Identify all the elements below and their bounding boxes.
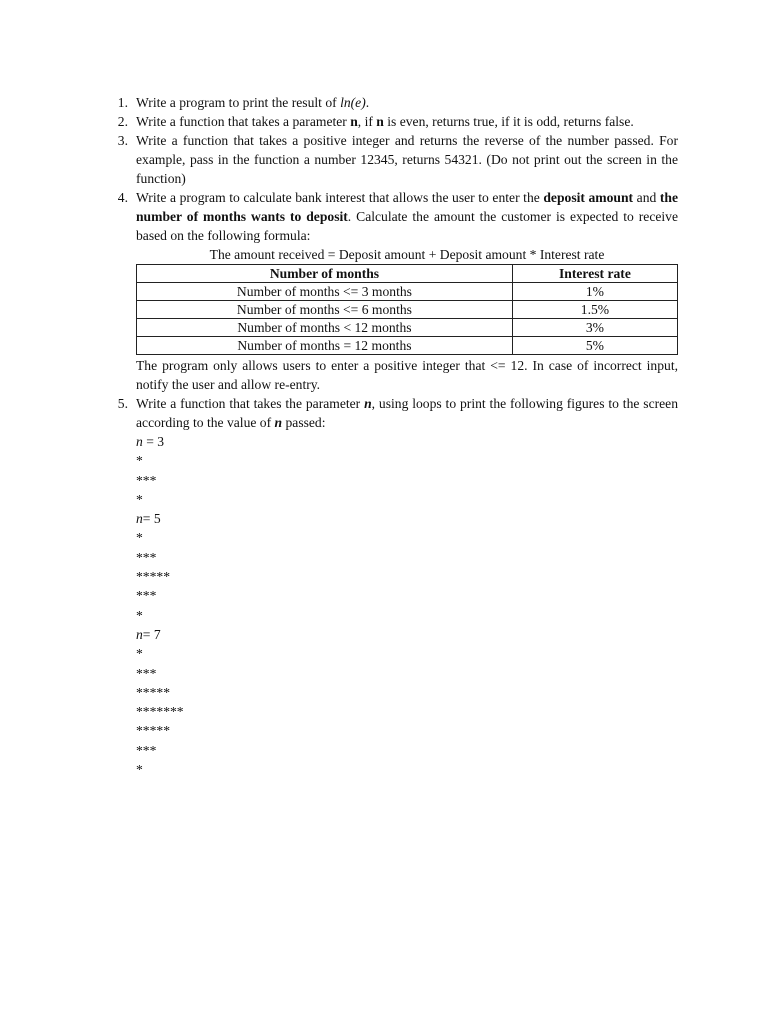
task-text: , if: [357, 114, 377, 129]
table-cell: Number of months <= 3 months: [137, 283, 513, 301]
star-line: ***: [136, 472, 157, 488]
task-text: Write a function that takes a positive integer and returns the reverse of the number passed. For example, pass in the function a number 12345, returns 54321. (Do not print out the screen in the function): [136, 133, 678, 186]
task-number: 2.: [117, 114, 128, 129]
table-cell: 1%: [512, 283, 677, 301]
interest-formula: The amount received = Deposit amount + Deposit amount * Interest rate: [209, 247, 605, 262]
column-header: Interest rate: [512, 265, 677, 283]
table-cell: Number of months <= 6 months: [137, 301, 513, 319]
task-text: Write a function that takes the parameter: [136, 396, 365, 411]
pattern-example-n7: [136, 625, 678, 779]
table-cell: 1.5%: [512, 301, 677, 319]
task-number: 5.: [117, 396, 128, 411]
star-line: *****: [136, 684, 170, 700]
table-row: [137, 319, 678, 337]
star-line: *: [136, 453, 143, 469]
param-name: n: [350, 114, 358, 129]
star-line: *: [136, 491, 143, 507]
star-line: *: [136, 530, 143, 546]
table-header-row: [137, 265, 678, 283]
bold-term: the number of months wants to deposit: [136, 190, 678, 224]
task-number: 3.: [117, 133, 128, 148]
star-line: ***: [136, 549, 157, 565]
n-value-label: n= 7: [136, 626, 161, 642]
table-row: [137, 337, 678, 355]
interest-rate-table: [136, 264, 678, 355]
exercise-content: [110, 93, 678, 779]
star-line: *****: [136, 723, 170, 739]
pattern-example-n5: [136, 509, 678, 625]
star-line: ***: [136, 588, 157, 604]
param-name: n: [274, 415, 283, 430]
task-5: [110, 394, 678, 779]
task-text: . Calculate the amount the customer is expected to receive based on the following formula:: [136, 209, 679, 243]
param-name: n: [376, 114, 384, 129]
star-line: *******: [136, 704, 184, 720]
n-value-label: n= 5: [136, 511, 161, 527]
table-cell: 5%: [512, 337, 677, 355]
pattern-example-n3: [136, 432, 678, 509]
task-text: passed:: [282, 415, 326, 430]
star-line: *: [136, 646, 143, 662]
star-line: *: [136, 762, 143, 778]
task-text: is even, returns true, if it is odd, returns false.: [383, 114, 634, 129]
star-line: *****: [136, 569, 170, 585]
bold-term: deposit amount: [543, 190, 634, 205]
task-text: Write a program to print the result of: [136, 95, 341, 110]
star-line: ***: [136, 742, 157, 758]
input-constraint-note: The program only allows users to enter a positive integer that <= 12. In case of incorrect input, notify the user and allow re-entry.: [136, 358, 678, 392]
table-cell: Number of months = 12 months: [137, 337, 513, 355]
task-3: [110, 131, 678, 188]
task-text: and: [633, 190, 660, 205]
math-expression: ln(e): [340, 95, 366, 110]
column-header: Number of months: [137, 265, 513, 283]
task-number: 4.: [117, 190, 128, 205]
star-line: ***: [136, 665, 157, 681]
exercise-list: [110, 93, 678, 779]
table-cell: 3%: [512, 319, 677, 337]
table-row: [137, 301, 678, 319]
task-2: [110, 112, 678, 131]
table-row: [137, 283, 678, 301]
task-4: [110, 188, 678, 394]
task-text: , using loops to print the following figures to the screen according to the value of: [136, 396, 678, 430]
task-1: [110, 93, 678, 112]
n-value-label: n = 3: [136, 434, 165, 449]
star-line: *: [136, 607, 143, 623]
task-text: Write a function that takes a parameter: [136, 114, 351, 129]
task-number: 1.: [117, 95, 128, 110]
table-cell: Number of months < 12 months: [137, 319, 513, 337]
task-text: Write a program to calculate bank interest that allows the user to enter the: [136, 190, 544, 205]
param-name: n: [364, 396, 372, 411]
task-text-end: .: [365, 95, 370, 110]
